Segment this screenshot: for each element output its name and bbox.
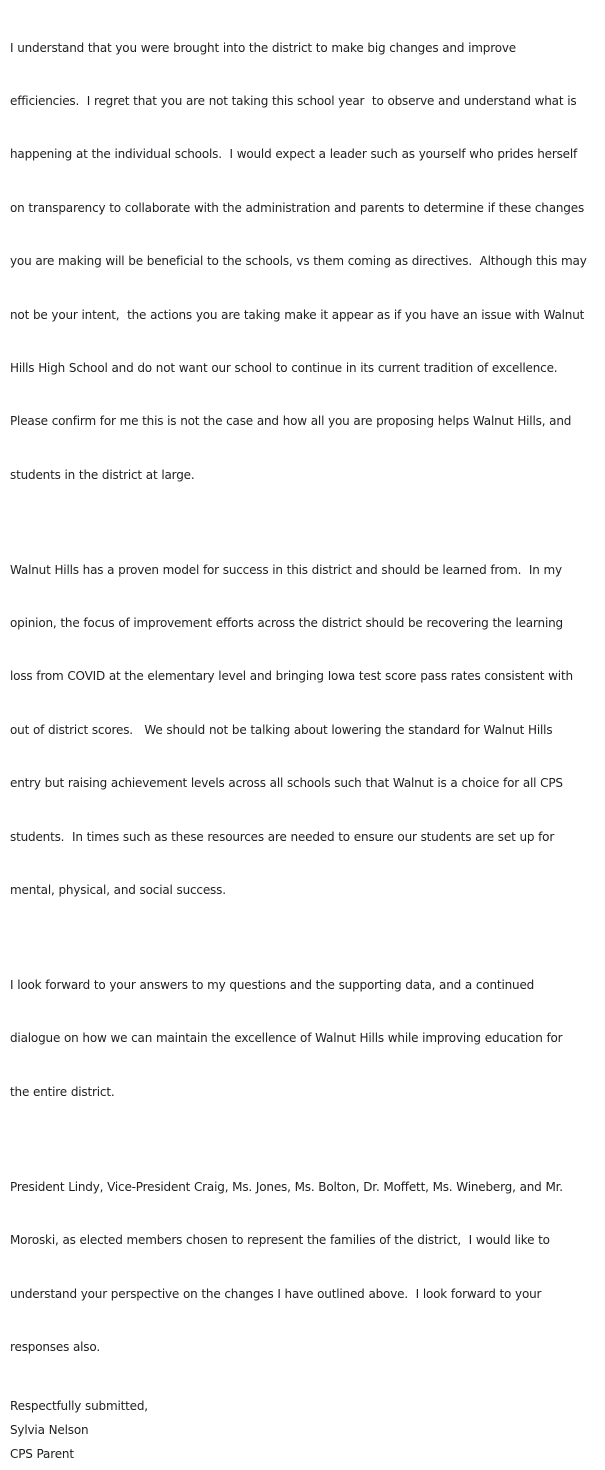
paragraph (10, 4, 600, 520)
text-line: I look forward to your answers to my questions and the supporting data, and a continued (10, 978, 535, 993)
text-line: Please confirm for me this is not the case and how all you are proposing helps Walnut Hills, and (10, 414, 572, 429)
text-line: President Lindy, Vice-President Craig, Ms. Jones, Ms. Bolton, Dr. Moffett, Ms. Wineberg, and Mr. (10, 1179, 563, 1194)
text-line: entry but raising achievement levels across all schools such that Walnut is a choice for all CPS (10, 776, 563, 791)
text-line: opinion, the focus of improvement efforts across the district should be recovering the learning (10, 616, 563, 631)
paragraph (10, 1143, 600, 1392)
closing: Respectfully submitted, (10, 1399, 148, 1414)
text-line: Walnut Hills has a proven model for success in this district and should be learned from. In my (10, 562, 562, 577)
text-line: out of district scores. We should not be talking about lowering the standard for Walnut Hills (10, 722, 553, 737)
letter-body (10, 4, 600, 1470)
signature-title: CPS Parent (10, 1446, 74, 1461)
text-line: responses also. (10, 1339, 100, 1354)
text-line: efficiencies. I regret that you are not taking this school year to observe and understand what is (10, 93, 577, 108)
text-line: you are making will be beneficial to the schools, vs them coming as directives. Although this may (10, 254, 587, 269)
text-line: the entire district. (10, 1084, 115, 1099)
text-line: loss from COVID at the elementary level and bringing Iowa test score pass rates consistent with (10, 669, 573, 684)
text-line: Hills High School and do not want our school to continue in its current tradition of excellence. (10, 360, 558, 375)
text-line: understand your perspective on the changes I have outlined above. I look forward to your (10, 1286, 542, 1301)
text-line: on transparency to collaborate with the administration and parents to determine if these changes (10, 200, 585, 215)
text-line: dialogue on how we can maintain the excellence of Walnut Hills while improving education for (10, 1031, 563, 1046)
signature-name: Sylvia Nelson (10, 1423, 89, 1438)
paragraph (10, 941, 600, 1137)
text-line: students in the district at large. (10, 467, 195, 482)
paragraph (10, 526, 600, 935)
text-line: students. In times such as these resources are needed to ensure our students are set up for (10, 829, 555, 844)
text-line: not be your intent, the actions you are taking make it appear as if you have an issue with Walnut (10, 307, 585, 322)
text-line: I understand that you were brought into the district to make big changes and improve (10, 40, 516, 55)
text-line: Moroski, as elected members chosen to represent the families of the district, I would like to (10, 1233, 550, 1248)
text-line: happening at the individual schools. I would expect a leader such as yourself who prides herself (10, 147, 578, 162)
text-line: mental, physical, and social success. (10, 883, 226, 898)
